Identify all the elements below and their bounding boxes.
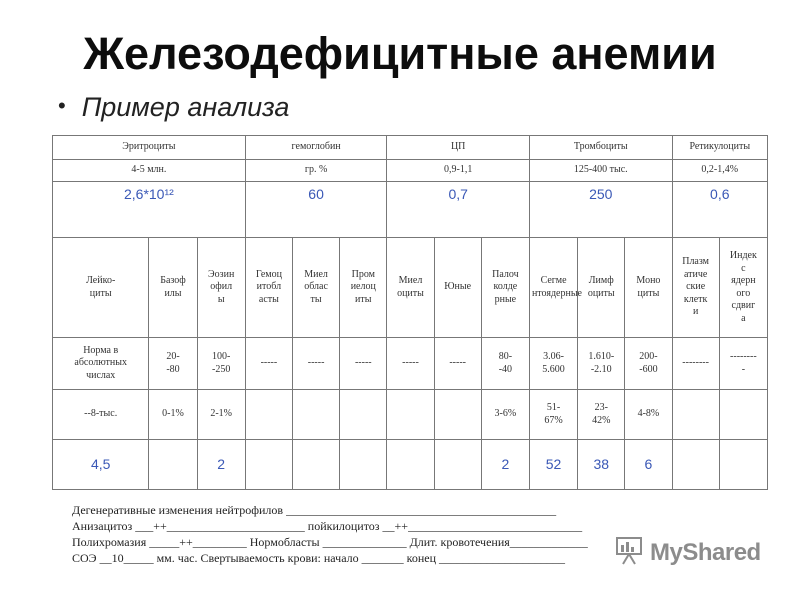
table-cell: 100- -250	[197, 338, 245, 390]
slide-title: Железодефицитные анемии	[83, 28, 717, 79]
table-cell	[245, 390, 292, 440]
form-line: Полихромазия _____++_________ Нормобласты ______________ Длит. кровотечения_____________	[72, 535, 588, 549]
table-cell: Индек с ядерн ого сдвиг а	[719, 238, 767, 338]
table-cell: Эозин офил ы	[197, 238, 245, 338]
form-line: Анизацитоз ___++_______________________ пойкилоцитоз __++_____________________________	[72, 519, 583, 533]
table-cell: --8-тыс.	[53, 390, 149, 440]
header-cell: Эритроциты	[53, 136, 246, 160]
norm-cell: 125-400 тыс.	[529, 160, 672, 182]
patient-value-cell	[340, 440, 387, 490]
table-cell: 20- -80	[149, 338, 197, 390]
analysis-form	[72, 503, 692, 567]
table-row	[53, 390, 768, 440]
table-cell: 3-6%	[481, 390, 529, 440]
value-cell: 0,7	[387, 182, 530, 238]
table-cell: 23- 42%	[578, 390, 625, 440]
table-cell: Моно циты	[625, 238, 672, 338]
patient-value-cell: 52	[529, 440, 577, 490]
table-cell: 2-1%	[197, 390, 245, 440]
table-cell: 51- 67%	[529, 390, 577, 440]
patient-value-cell	[434, 440, 481, 490]
table-cell: Гемоц итобл асты	[245, 238, 292, 338]
header-cell: Ретикулоциты	[672, 136, 767, 160]
table-cell: Базоф илы	[149, 238, 197, 338]
patient-value-cell	[292, 440, 339, 490]
table-cell: -----	[434, 338, 481, 390]
patient-value-cell	[719, 440, 767, 490]
table-cell: Миел облас ты	[292, 238, 339, 338]
header-cell: ЦП	[387, 136, 530, 160]
table-cell	[292, 390, 339, 440]
myshared-logo	[614, 538, 761, 568]
patient-value-cell: 6	[625, 440, 672, 490]
table-cell: Юные	[434, 238, 481, 338]
table-row	[53, 338, 768, 390]
value-cell: 60	[245, 182, 387, 238]
bullet-dot: •	[58, 93, 66, 118]
table-cell: -----	[340, 338, 387, 390]
blood-analysis-table	[52, 135, 768, 490]
patient-value-cell: 4,5	[53, 440, 149, 490]
table-cell: -------- -	[719, 338, 767, 390]
table-row	[53, 238, 768, 338]
table-cell	[340, 390, 387, 440]
table-cell: 200- -600	[625, 338, 672, 390]
patient-value-cell: 2	[197, 440, 245, 490]
table-cell: -----	[245, 338, 292, 390]
bullet-text: Пример анализа	[81, 92, 290, 122]
logo-text: MyShared	[650, 539, 761, 566]
table-cell: Плазм атиче ские клетк и	[672, 238, 719, 338]
presentation-board-icon	[614, 537, 644, 570]
form-line: Дегенеративные изменения нейтрофилов _____________________________________________	[72, 503, 557, 517]
table-cell: 3.06- 5.600	[529, 338, 577, 390]
table-cell: Пром иелоц иты	[340, 238, 387, 338]
header-cell: гемоглобин	[245, 136, 387, 160]
table-cell	[672, 390, 719, 440]
patient-value-cell: 38	[578, 440, 625, 490]
table-cell: 80- -40	[481, 338, 529, 390]
table-cell: 1.610- -2.10	[578, 338, 625, 390]
norm-cell: 4-5 млн.	[53, 160, 246, 182]
patient-value-cell	[149, 440, 197, 490]
norm-cell: гр. %	[245, 160, 387, 182]
table-cell	[719, 390, 767, 440]
norm-cell: 0,9-1,1	[387, 160, 530, 182]
table-cell: 0-1%	[149, 390, 197, 440]
table-cell: -----	[387, 338, 434, 390]
value-cell: 0,6	[672, 182, 767, 238]
patient-value-cell: 2	[481, 440, 529, 490]
table-cell: 4-8%	[625, 390, 672, 440]
table-cell: Лимф оциты	[578, 238, 625, 338]
slide-bullet	[58, 92, 289, 123]
table-cell: Сегме нтоядерные	[529, 238, 577, 338]
table-cell	[434, 390, 481, 440]
table-row	[53, 136, 768, 160]
table-cell: Палоч колде рные	[481, 238, 529, 338]
form-line: СОЭ __10_____ мм. час. Свертываемость крови: начало _______ конец _____________________	[72, 551, 566, 565]
table-row	[53, 440, 768, 490]
table-cell: -----	[292, 338, 339, 390]
table-cell: Лейко- циты	[53, 238, 149, 338]
header-cell: Тромбоциты	[529, 136, 672, 160]
value-cell: 250	[529, 182, 672, 238]
table-row	[53, 182, 768, 238]
table-cell: Норма в абсолютных числах	[53, 338, 149, 390]
table-cell: Миел оциты	[387, 238, 434, 338]
table-cell	[387, 390, 434, 440]
patient-value-cell	[245, 440, 292, 490]
patient-value-cell	[387, 440, 434, 490]
table-row	[53, 160, 768, 182]
table-cell: --------	[672, 338, 719, 390]
value-cell: 2,6*10¹²	[53, 182, 246, 238]
norm-cell: 0,2-1,4%	[672, 160, 767, 182]
patient-value-cell	[672, 440, 719, 490]
